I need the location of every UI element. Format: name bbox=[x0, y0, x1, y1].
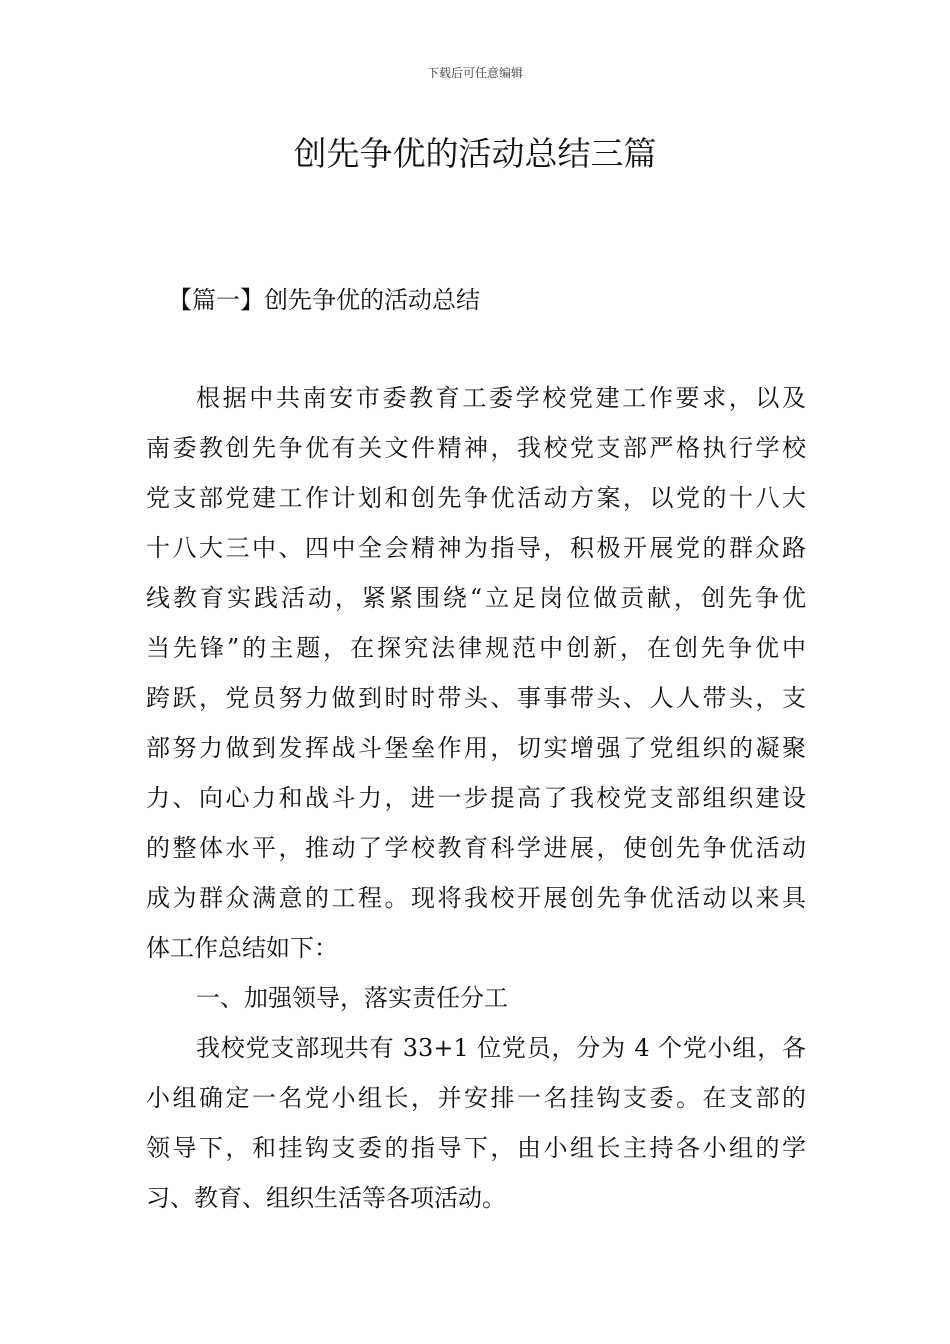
paragraph-line: 十八大三中、四中全会精神为指导，积极开展党的群众路 bbox=[146, 534, 806, 562]
paragraph-line: 力、向心力和战斗力，进一步提高了我校党支部组织建设 bbox=[146, 784, 806, 812]
paragraph-line: 习、教育、组织生活等各项活动。 bbox=[146, 1184, 506, 1212]
paragraph-line: 体工作总结如下： bbox=[146, 934, 338, 962]
paragraph-2 bbox=[146, 1023, 806, 1223]
paragraph-line: 部努力做到发挥战斗堡垒作用，切实增强了党组织的凝聚 bbox=[146, 734, 806, 762]
paragraph-line: 线教育实践活动，紧紧围绕“立足岗位做贡献，创先争优 bbox=[146, 584, 806, 612]
subheading-1 bbox=[146, 973, 806, 1023]
paragraph-line: 我校党支部现共有 33+1 位党员，分为 4 个党小组，各 bbox=[196, 1034, 806, 1062]
subheading-text: 一、加强领导，落实责任分工 bbox=[196, 984, 508, 1012]
paragraph-line: 当先锋”的主题，在探究法律规范中创新，在创先争优中 bbox=[146, 634, 806, 662]
paragraph-line: 成为群众满意的工程。现将我校开展创先争优活动以来具 bbox=[146, 884, 806, 912]
paragraph-line: 的整体水平，推动了学校教育科学进展，使创先争优活动 bbox=[146, 834, 806, 862]
paragraph-line: 领导下，和挂钩支委的指导下，由小组长主持各小组的学 bbox=[146, 1134, 806, 1162]
paragraph-line: 小组确定一名党小组长，并安排一名挂钩支委。在支部的 bbox=[146, 1084, 806, 1112]
paragraph-line: 党支部党建工作计划和创先争优活动方案，以党的十八大 bbox=[146, 484, 806, 512]
section-heading: 【篇一】创先争优的活动总结 bbox=[168, 286, 480, 314]
paragraph-1 bbox=[146, 373, 806, 973]
header-note: 下载后可任意编辑 bbox=[426, 66, 523, 80]
document-title: 创先争优的活动总结三篇 bbox=[293, 134, 657, 173]
paragraph-line: 根据中共南安市委教育工委学校党建工作要求，以及 bbox=[196, 384, 806, 412]
paragraph-line: 南委教创先争优有关文件精神，我校党支部严格执行学校 bbox=[146, 434, 806, 462]
paragraph-line: 跨跃，党员努力做到时时带头、事事带头、人人带头，支 bbox=[146, 684, 806, 712]
